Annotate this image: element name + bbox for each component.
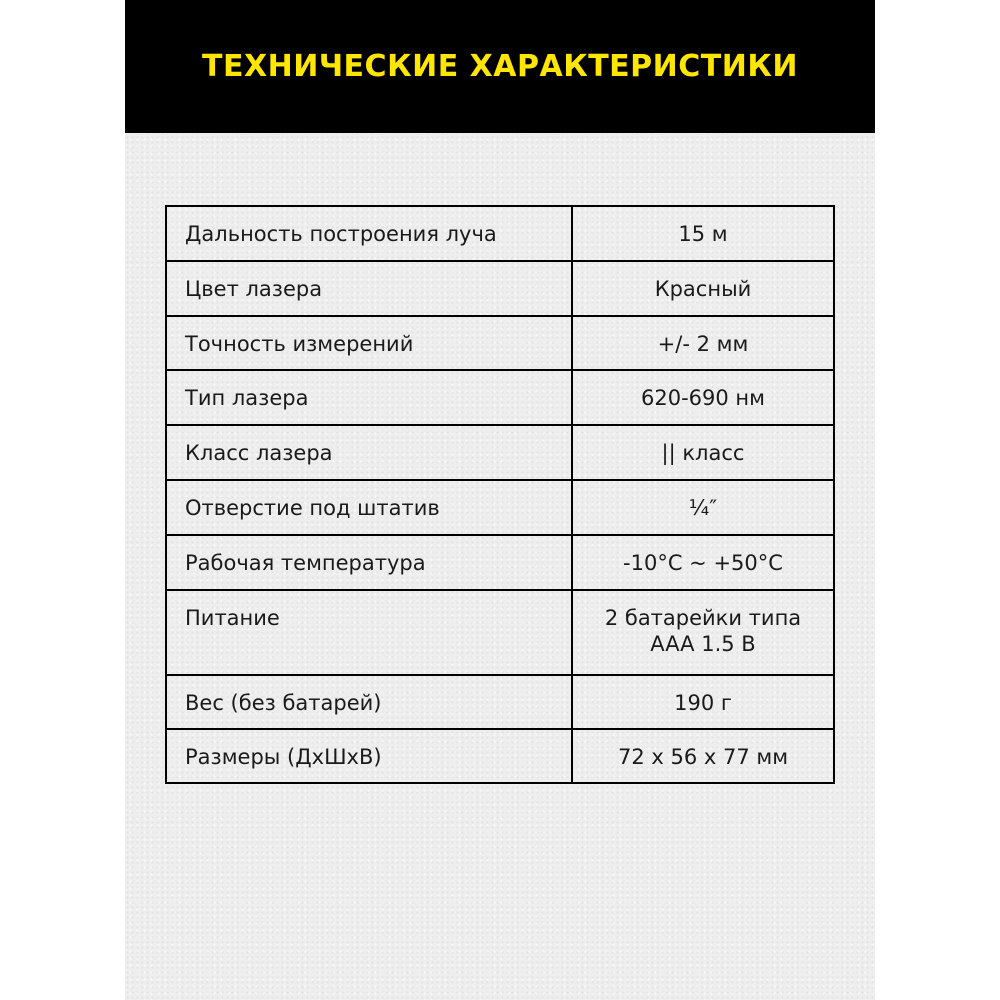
spec-name: Отверстие под штатив bbox=[166, 480, 572, 535]
table-row bbox=[166, 590, 834, 675]
spec-name: Точность измерений bbox=[166, 316, 572, 370]
table-row bbox=[166, 206, 834, 261]
spec-value: 190 г bbox=[572, 675, 834, 729]
spec-value: Красный bbox=[572, 261, 834, 316]
spec-name: Цвет лазера bbox=[166, 261, 572, 316]
spec-value: 15 м bbox=[572, 206, 834, 261]
spec-sheet-panel bbox=[125, 0, 875, 1000]
table-row bbox=[166, 261, 834, 316]
table-row bbox=[166, 480, 834, 535]
table-row bbox=[166, 729, 834, 783]
spec-name: Дальность построения луча bbox=[166, 206, 572, 261]
page-title: ТЕХНИЧЕСКИЕ ХАРАКТЕРИСТИКИ bbox=[202, 49, 798, 84]
spec-name: Тип лазера bbox=[166, 370, 572, 425]
specs-table bbox=[165, 205, 835, 784]
spec-name: Класс лазера bbox=[166, 425, 572, 480]
spec-name: Питание bbox=[166, 590, 572, 675]
spec-value: -10°C ~ +50°C bbox=[572, 535, 834, 590]
header-banner bbox=[125, 0, 875, 133]
spec-name: Размеры (ДхШхВ) bbox=[166, 729, 572, 783]
table-row bbox=[166, 316, 834, 370]
spec-name: Вес (без батарей) bbox=[166, 675, 572, 729]
spec-value: 2 батарейки типа AAA 1.5 B bbox=[572, 590, 834, 675]
spec-value: ¼″ bbox=[572, 480, 834, 535]
table-row bbox=[166, 675, 834, 729]
spec-value: || класс bbox=[572, 425, 834, 480]
spec-value: 72 x 56 x 77 мм bbox=[572, 729, 834, 783]
table-row bbox=[166, 370, 834, 425]
spec-value: 620-690 нм bbox=[572, 370, 834, 425]
spec-value: +/- 2 мм bbox=[572, 316, 834, 370]
spec-name: Рабочая температура bbox=[166, 535, 572, 590]
table-row bbox=[166, 535, 834, 590]
table-row bbox=[166, 425, 834, 480]
